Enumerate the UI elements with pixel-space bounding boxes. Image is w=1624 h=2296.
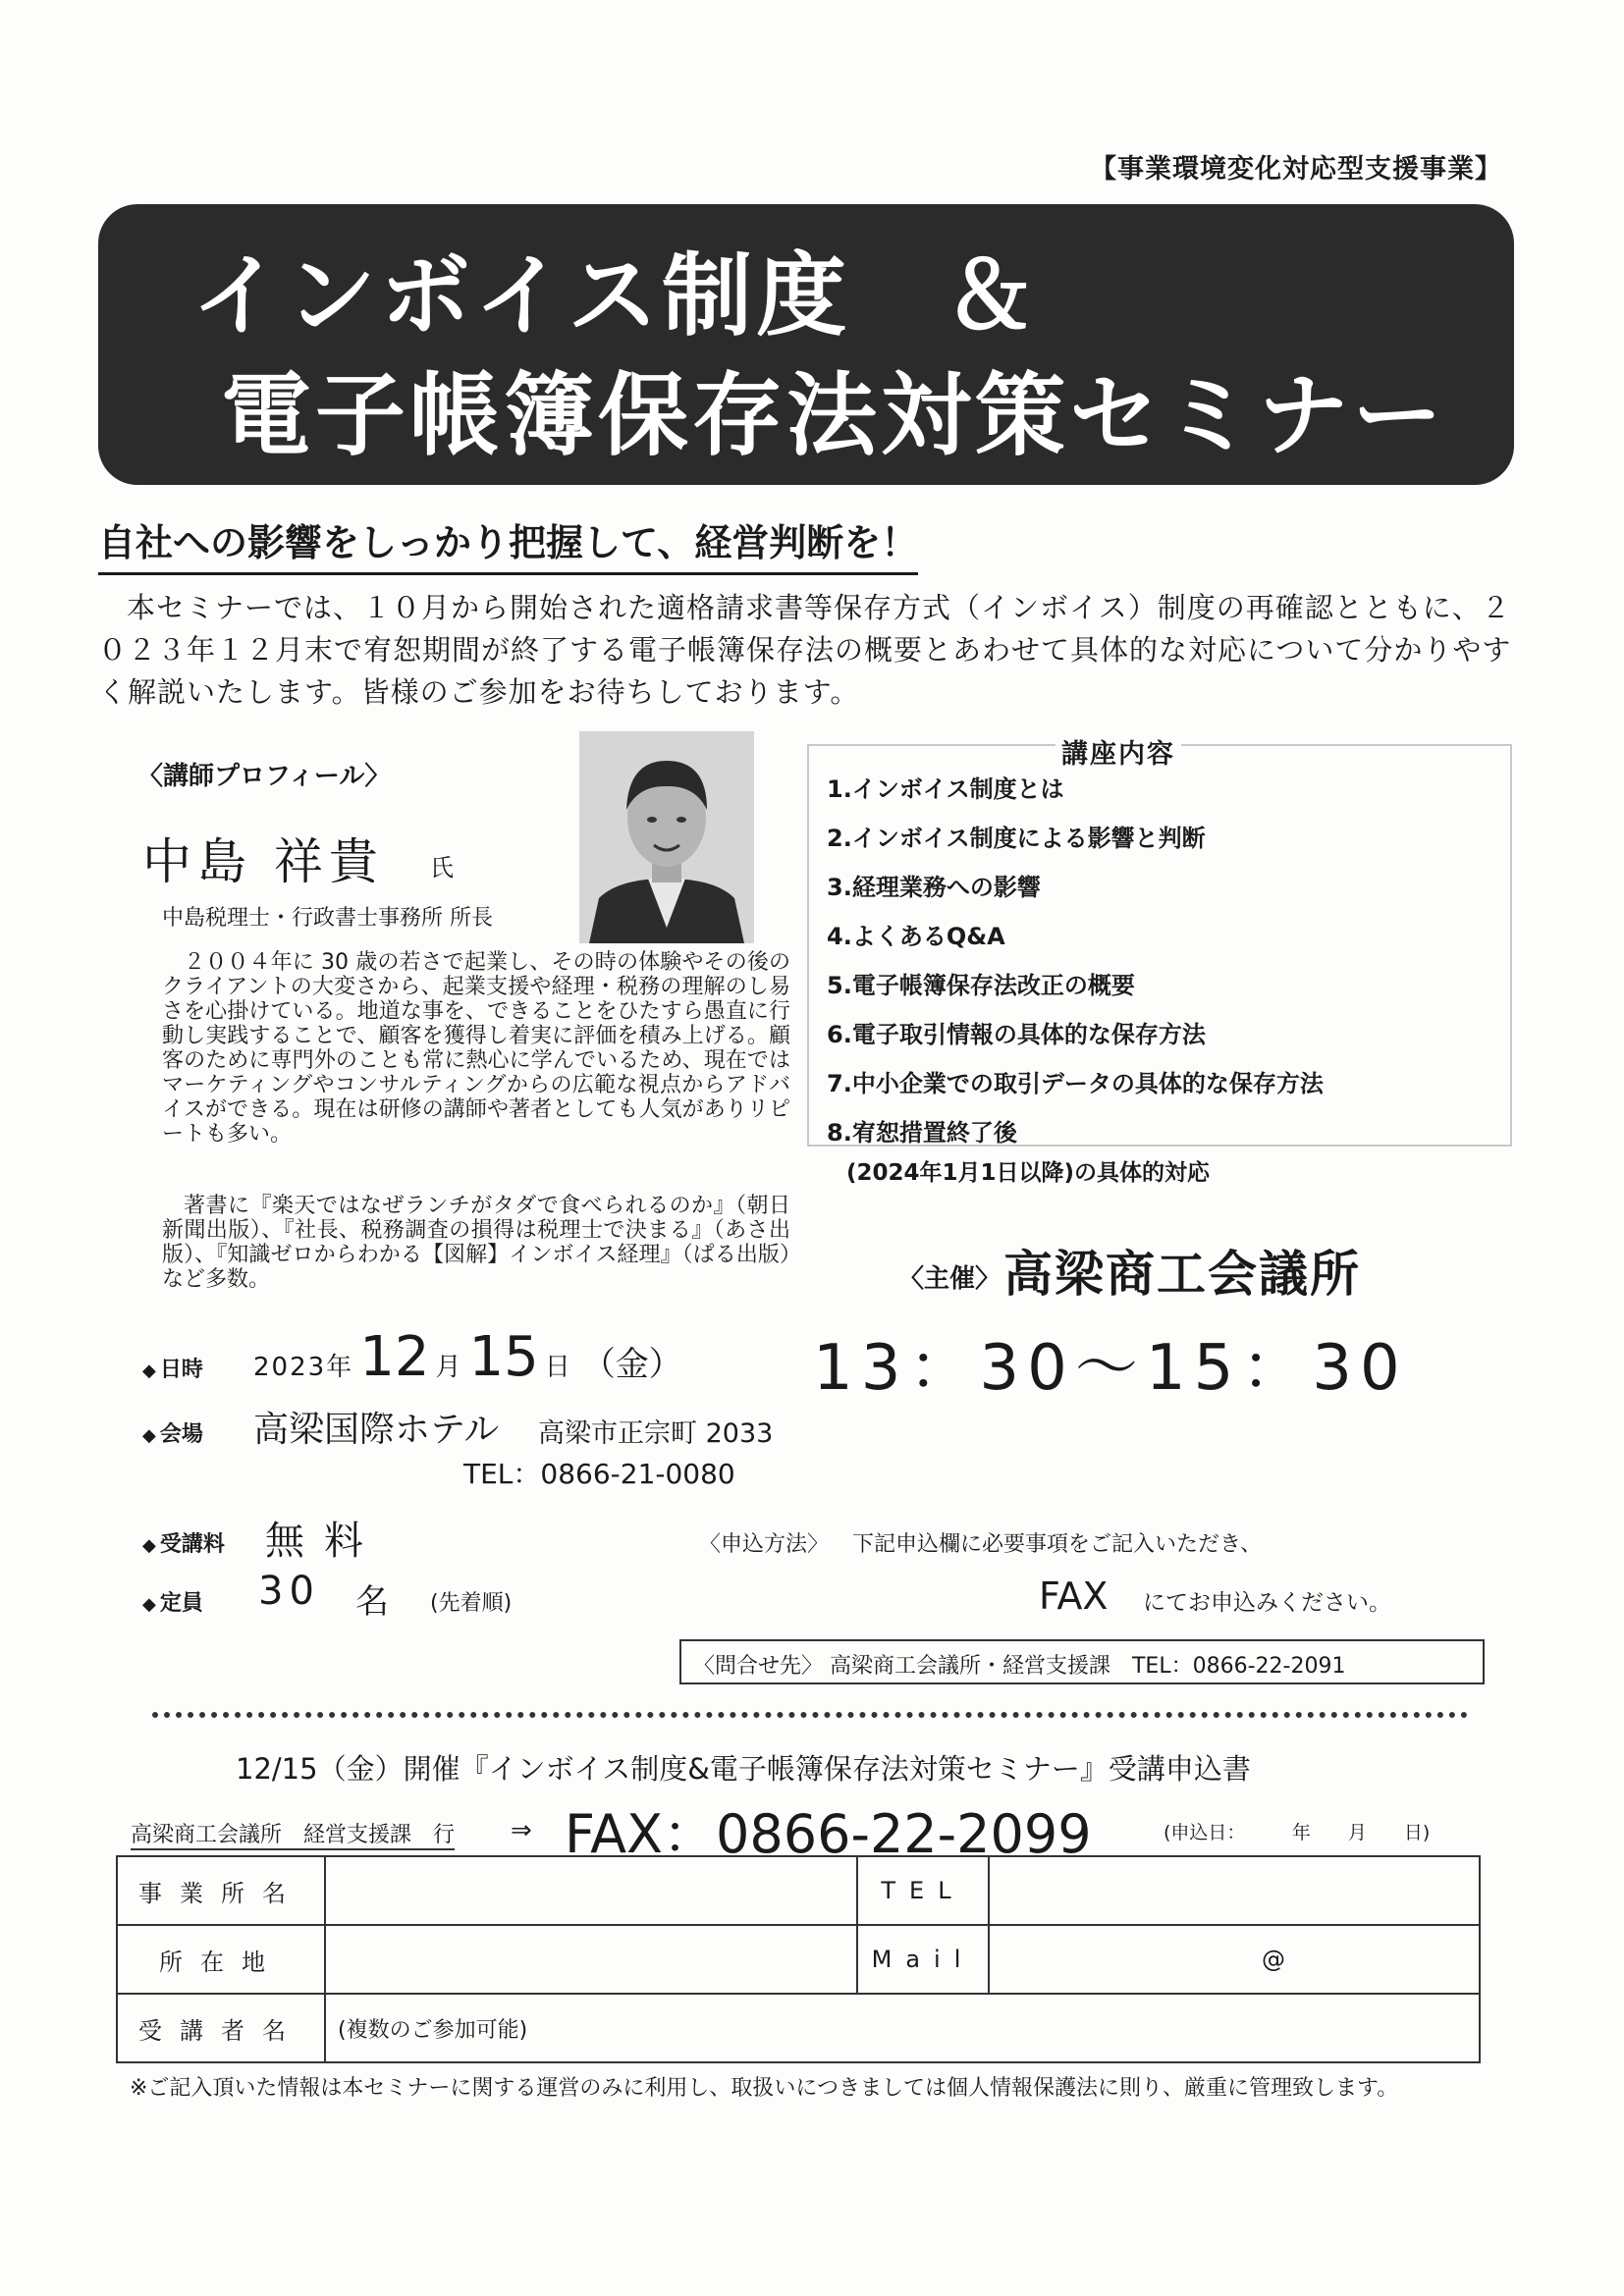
form-destination: 高梁商工会議所 経営支援課 行 <box>131 1818 455 1850</box>
company-name-field[interactable] <box>325 1856 857 1925</box>
diamond-icon: ◆ <box>142 1361 156 1381</box>
lecturer-name: 中島 祥貴 <box>142 833 384 890</box>
sponsor-tag: 【事業環境変化対応型支援事業】 <box>1090 154 1502 185</box>
course-item: 7.中小企業での取引データの具体的な保存方法 <box>827 1070 1324 1097</box>
venue-name: 高梁国際ホテル <box>253 1410 500 1450</box>
lecturer-books: 著書に『楽天ではなぜランチがタダで食べられるのか』（朝日新聞出版）、『社長、税務調査の損得は税理士で決まる』（あさ出版）、『知識ゼロからわかる【図解】インボイス経理』（ぱる出版）など多数。 <box>162 1194 790 1292</box>
diamond-icon: ◆ <box>142 1535 156 1556</box>
venue-label: ◆ 会場 <box>142 1422 203 1447</box>
lecturer-photo <box>579 731 754 943</box>
capacity-label: ◆ 定員 <box>142 1591 203 1616</box>
apply-date-field[interactable]: (申込日： 年 月 日) <box>1164 1822 1431 1843</box>
attendee-label: 受講者名 <box>117 1994 325 2062</box>
event-date: 2023 年 12 月 15 日 （金） <box>253 1325 682 1389</box>
capacity-note: (先着順) <box>430 1591 513 1616</box>
date-label: ◆ 日時 <box>142 1358 203 1382</box>
intro-paragraph: 本セミナーでは、１０月から開始された適格請求書等保存方式（インボイス）制度の再確認とともに、２０２３年１２月末で宥恕期間が終了する電子帳簿保存法の概要とあわせて具体的な対応について分かりやすく解説いたします。皆様のご参加をお待ちしております。 <box>98 591 1512 709</box>
title-line-1: インボイス制度 ＆ <box>191 243 1040 348</box>
application-form-table <box>116 1855 1481 2063</box>
venue-address: 高梁市正宗町 2033 <box>538 1418 774 1449</box>
mail-field[interactable]: @ <box>989 1925 1480 1994</box>
organizer-label: 〈主催〉 <box>898 1264 1001 1294</box>
arrow-right-icon: ⇒ <box>511 1816 532 1845</box>
course-item: 5.電子帳簿保存法改正の概要 <box>827 972 1135 999</box>
lecturer-honorific: 氏 <box>430 854 454 881</box>
course-item: 8.宥恕措置終了後 <box>827 1119 1017 1147</box>
diamond-icon: ◆ <box>142 1425 156 1446</box>
capacity-unit: 名 <box>355 1582 389 1622</box>
fee-value: 無料 <box>265 1519 383 1564</box>
venue-tel: TEL：0866-21-0080 <box>463 1458 735 1490</box>
course-title: 講座内容 <box>1056 732 1181 771</box>
apply-method-text: 下記申込欄に必要事項をご記入いただき、 <box>852 1532 1263 1557</box>
apply-method-label: 〈申込方法〉 <box>699 1532 830 1557</box>
subtitle: 自社への影響をしっかり把握して、経営判断を！ <box>98 512 918 575</box>
tel-label: TEL <box>857 1856 989 1925</box>
course-item: 1.インボイス制度とは <box>827 775 1064 803</box>
event-time: 13：30～15：30 <box>813 1332 1408 1405</box>
course-note: (2024年1月1日以降)の具体的対応 <box>846 1160 1211 1186</box>
title-line-2: 電子帳簿保存法対策セミナー <box>221 363 1447 468</box>
course-item: 3.経理業務への影響 <box>827 874 1041 901</box>
apply-method-text-2: にてお申込みください。 <box>1143 1590 1391 1616</box>
address-label: 所在地 <box>117 1925 325 1994</box>
diamond-icon: ◆ <box>142 1594 156 1615</box>
cut-line <box>152 1712 1468 1718</box>
inquiry-box: 〈問合せ先〉 高梁商工会議所・経営支援課 TEL：0866-22-2091 <box>679 1639 1485 1684</box>
apply-fax-word: FAX <box>1039 1575 1109 1618</box>
capacity-value: 30 <box>258 1569 320 1614</box>
fax-number: FAX：0866-22-2099 <box>565 1803 1092 1865</box>
lecturer-bio: ２００４年に 30 歳の若さで起業し、その時の体験やその後のクライアントの大変さから、起業支援や経理・税務の理解のし易さを心掛けている。地道な事を、できることをひたすら愚直に行動し実践することで、顧客を獲得し着実に評価を積み上げる。顧客のために専門外のことも常に熱心に学んでいるため、現在ではマーケティングやコンサルティングからの広範な視点からアドバイスができる。現在は研修の講師や著者としても人気がありリピートも多い。 <box>162 950 790 1147</box>
address-field[interactable] <box>325 1925 857 1994</box>
organizer-name: 高梁商工会議所 <box>1003 1246 1361 1303</box>
tel-field[interactable] <box>989 1856 1480 1925</box>
mail-label: Mail <box>857 1925 989 1994</box>
profile-label: 〈講師プロフィール〉 <box>137 762 391 791</box>
lecturer-title: 中島税理士・行政書士事務所 所長 <box>162 906 493 931</box>
course-item: 6.電子取引情報の具体的な保存方法 <box>827 1021 1206 1048</box>
privacy-note: ※ご記入頂いた情報は本セミナーに関する運営のみに利用し、取扱いにつきましては個人情報保護法に則り、厳重に管理致します。 <box>130 2076 1399 2101</box>
fee-label: ◆ 受講料 <box>142 1532 225 1557</box>
form-title: 12/15（金）開催『インボイス制度&電子帳簿保存法対策セミナー』受講申込書 <box>236 1752 1251 1786</box>
course-item: 2.インボイス制度による影響と判断 <box>827 825 1206 852</box>
company-name-label: 事業所名 <box>117 1856 325 1925</box>
attendee-field[interactable]: (複数のご参加可能) <box>325 1994 1480 2062</box>
course-item: 4.よくあるQ&A <box>827 923 1005 950</box>
